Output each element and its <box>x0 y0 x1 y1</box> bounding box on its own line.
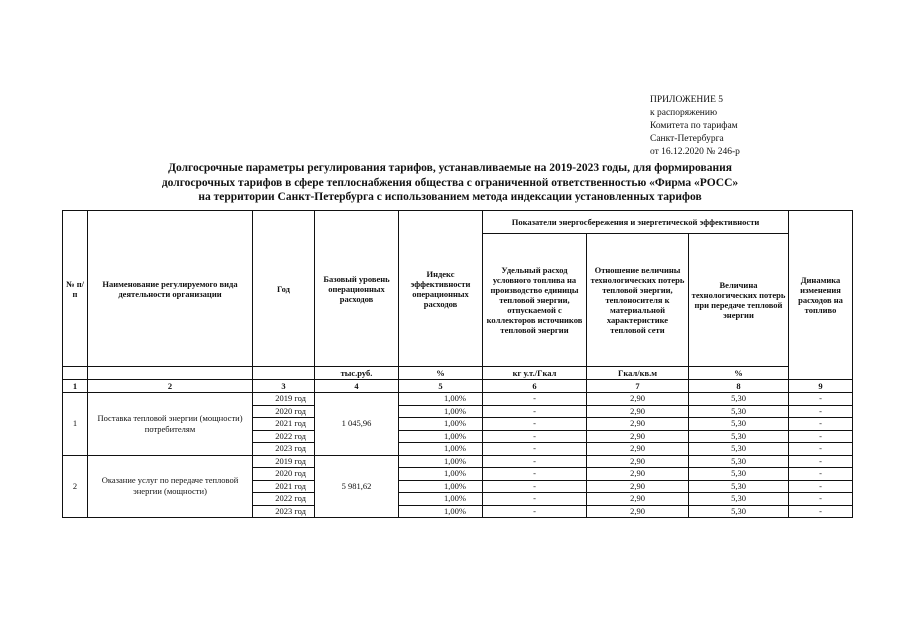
column-number: 2 <box>88 380 253 393</box>
efficiency-index-cell: 1,00% <box>399 493 483 506</box>
annex-block <box>650 94 890 159</box>
efficiency-index-cell: 1,00% <box>399 430 483 443</box>
annex-line: от 16.12.2020 № 246-р <box>650 147 740 157</box>
ratio-losses-cell: 2,90 <box>587 493 689 506</box>
efficiency-index-cell: 1,00% <box>399 505 483 518</box>
column-number: 1 <box>63 380 88 393</box>
fuel-dynamics-cell: - <box>789 418 853 431</box>
header-losses: Величина технологических потерь при передаче тепловой энергии <box>689 234 789 367</box>
tariff-parameters-table <box>62 210 853 518</box>
year-cell: 2020 год <box>253 405 315 418</box>
ratio-losses-cell: 2,90 <box>587 505 689 518</box>
losses-cell: 5,30 <box>689 455 789 468</box>
annex-line: Санкт-Петербурга <box>650 134 724 144</box>
fuel-dynamics-cell: - <box>789 430 853 443</box>
efficiency-index-cell: 1,00% <box>399 405 483 418</box>
fuel-dynamics-cell: - <box>789 505 853 518</box>
header-dynamics: Динамика изменения расходов на топливо <box>789 211 853 380</box>
header-name: Наименование регулируемого вида деятельности организации <box>88 211 253 367</box>
efficiency-index-cell: 1,00% <box>399 468 483 481</box>
year-cell: 2019 год <box>253 455 315 468</box>
column-number: 4 <box>315 380 399 393</box>
ratio-losses-cell: 2,90 <box>587 455 689 468</box>
column-number: 7 <box>587 380 689 393</box>
activity-name-cell: Оказание услуг по передаче тепловой энергии (мощности) <box>88 455 253 518</box>
column-number: 6 <box>483 380 587 393</box>
table-row <box>63 455 853 468</box>
unit-ratio-losses: Гкал/кв.м <box>587 367 689 380</box>
header-specific-fuel: Удельный расход условного топлива на производство единицы тепловой энергии, отпускаемой с коллекторов источников тепловой энергии <box>483 234 587 367</box>
specific-fuel-cell: - <box>483 418 587 431</box>
annex-line: Комитета по тарифам <box>650 121 738 131</box>
losses-cell: 5,30 <box>689 430 789 443</box>
fuel-dynamics-cell: - <box>789 405 853 418</box>
annex-line: ПРИЛОЖЕНИЕ 5 <box>650 95 724 105</box>
year-cell: 2019 год <box>253 393 315 406</box>
unit-empty <box>88 367 253 380</box>
header-year: Год <box>253 211 315 367</box>
losses-cell: 5,30 <box>689 418 789 431</box>
losses-cell: 5,30 <box>689 493 789 506</box>
year-cell: 2021 год <box>253 418 315 431</box>
title-line: Долгосрочные параметры регулирования тарифов, устанавливаемые на 2019-2023 годы, для формирования <box>168 162 732 174</box>
table-row <box>63 393 853 406</box>
specific-fuel-cell: - <box>483 393 587 406</box>
fuel-dynamics-cell: - <box>789 468 853 481</box>
annex-line: к распоряжению <box>650 108 718 118</box>
ratio-losses-cell: 2,90 <box>587 430 689 443</box>
ratio-losses-cell: 2,90 <box>587 468 689 481</box>
specific-fuel-cell: - <box>483 430 587 443</box>
header-index: Индекс эффективности операционных расходов <box>399 211 483 367</box>
efficiency-index-cell: 1,00% <box>399 480 483 493</box>
efficiency-index-cell: 1,00% <box>399 455 483 468</box>
losses-cell: 5,30 <box>689 393 789 406</box>
specific-fuel-cell: - <box>483 480 587 493</box>
unit-losses: % <box>689 367 789 380</box>
fuel-dynamics-cell: - <box>789 393 853 406</box>
losses-cell: 5,30 <box>689 505 789 518</box>
year-cell: 2022 год <box>253 493 315 506</box>
fuel-dynamics-cell: - <box>789 455 853 468</box>
losses-cell: 5,30 <box>689 443 789 456</box>
year-cell: 2021 год <box>253 480 315 493</box>
unit-specific-fuel: кг у.т./Гкал <box>483 367 587 380</box>
document-title <box>60 161 840 205</box>
ratio-losses-cell: 2,90 <box>587 405 689 418</box>
unit-index: % <box>399 367 483 380</box>
specific-fuel-cell: - <box>483 405 587 418</box>
header-num: № п/п <box>63 211 88 367</box>
column-number: 5 <box>399 380 483 393</box>
year-cell: 2023 год <box>253 505 315 518</box>
specific-fuel-cell: - <box>483 443 587 456</box>
fuel-dynamics-cell: - <box>789 493 853 506</box>
base-expenses-cell: 5 981,62 <box>315 455 399 518</box>
specific-fuel-cell: - <box>483 493 587 506</box>
unit-base: тыс.руб. <box>315 367 399 380</box>
title-line: на территории Санкт-Петербурга с использованием метода индексации установленных тарифов <box>198 191 702 203</box>
ratio-losses-cell: 2,90 <box>587 418 689 431</box>
activity-name-cell: Поставка тепловой энергии (мощности) потребителям <box>88 393 253 456</box>
column-number: 8 <box>689 380 789 393</box>
ratio-losses-cell: 2,90 <box>587 443 689 456</box>
header-ratio-losses: Отношение величины технологических потерь тепловой энергии, теплоносителя к материальной характеристике тепловой сети <box>587 234 689 367</box>
fuel-dynamics-cell: - <box>789 443 853 456</box>
year-cell: 2020 год <box>253 468 315 481</box>
column-number: 3 <box>253 380 315 393</box>
losses-cell: 5,30 <box>689 468 789 481</box>
ratio-losses-cell: 2,90 <box>587 480 689 493</box>
base-expenses-cell: 1 045,96 <box>315 393 399 456</box>
ratio-losses-cell: 2,90 <box>587 393 689 406</box>
row-number-cell: 2 <box>63 455 88 518</box>
year-cell: 2022 год <box>253 430 315 443</box>
efficiency-index-cell: 1,00% <box>399 393 483 406</box>
year-cell: 2023 год <box>253 443 315 456</box>
header-energy-group: Показатели энергосбережения и энергетической эффективности <box>483 211 789 234</box>
row-number-cell: 1 <box>63 393 88 456</box>
efficiency-index-cell: 1,00% <box>399 443 483 456</box>
header-base: Базовый уровень операционных расходов <box>315 211 399 367</box>
specific-fuel-cell: - <box>483 455 587 468</box>
specific-fuel-cell: - <box>483 505 587 518</box>
efficiency-index-cell: 1,00% <box>399 418 483 431</box>
unit-empty <box>63 367 88 380</box>
losses-cell: 5,30 <box>689 480 789 493</box>
losses-cell: 5,30 <box>689 405 789 418</box>
unit-empty <box>253 367 315 380</box>
title-line: долгосрочных тарифов в сфере теплоснабжения общества с ограниченной ответственностью «Фирма «РОСС» <box>161 176 739 189</box>
column-number: 9 <box>789 380 853 393</box>
specific-fuel-cell: - <box>483 468 587 481</box>
fuel-dynamics-cell: - <box>789 480 853 493</box>
